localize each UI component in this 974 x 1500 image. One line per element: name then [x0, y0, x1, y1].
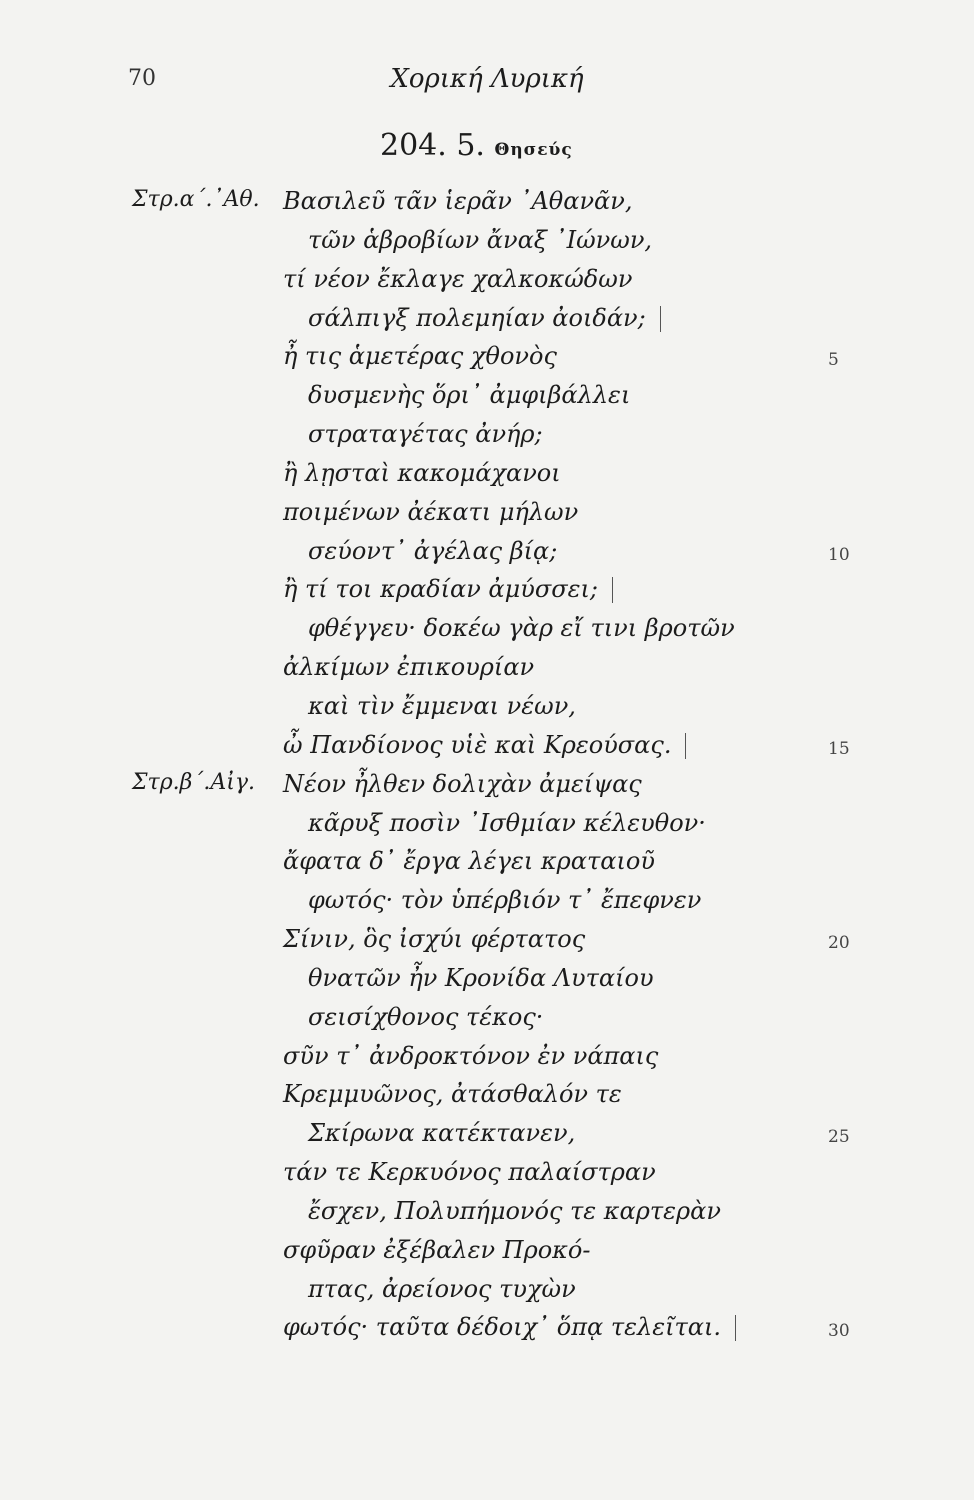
line-number: 30	[828, 1321, 850, 1342]
colon-divider	[660, 306, 661, 332]
verse-line	[0, 960, 974, 999]
verse-line	[0, 727, 974, 766]
verse-text: ἀλκίμων ἐπικουρίαν	[283, 653, 535, 682]
verse-line	[0, 688, 974, 727]
colon-divider	[735, 1315, 736, 1341]
verse-line	[0, 494, 974, 533]
verse-line	[0, 610, 974, 649]
verse-line	[0, 999, 974, 1038]
poem-name: Θησεύς	[494, 140, 573, 160]
verse-text: Νέον ἦλθεν δολιχὰν ἀμείψας	[283, 769, 642, 798]
verse-text: ἄφατα δ᾿ ἔργα λέγει κραταιοῦ	[283, 847, 655, 876]
line-number: 20	[828, 933, 850, 954]
verse-text: σῦν τ᾿ ἀνδροκτόνον ἐν νάπαις	[283, 1041, 659, 1070]
verse-line	[0, 533, 974, 572]
verse-line	[0, 377, 974, 416]
verse-line	[0, 1038, 974, 1077]
verse-line	[0, 338, 974, 377]
verse-line	[0, 455, 974, 494]
verse-line	[0, 261, 974, 300]
page-number: 70	[128, 66, 156, 91]
verse-line	[0, 766, 974, 805]
strophe-label: Στρ.α΄.᾿Αθ.	[132, 187, 260, 212]
verse-text: ποιμένων ἀέκατι μήλων	[283, 497, 579, 526]
verse-line	[0, 416, 974, 455]
verse-text: τί νέον ἔκλαγε χαλκοκώδων	[283, 264, 633, 293]
verse-line	[0, 183, 974, 222]
colon-divider	[685, 733, 686, 759]
verse-text: σφῦραν ἐξέβαλεν Προκό-	[283, 1235, 591, 1264]
verse-text: Κρεμμυῶνος, ἀτάσθαλόν τε	[283, 1080, 622, 1109]
verse-text: φωτός· ταῦτα δέδοιχ᾿ ὅπᾳ τελεῖται.	[283, 1313, 722, 1342]
verse-line	[0, 805, 974, 844]
verse-line	[0, 1232, 974, 1271]
strophe-label: Στρ.β΄.Αἰγ.	[132, 769, 256, 795]
verse-line	[0, 1154, 974, 1193]
verse-text: σάλπιγξ πολεμηίαν ἀοιδάν;	[308, 303, 646, 332]
line-number: 25	[828, 1127, 850, 1148]
verse-text: ἢ τί τοι κραδίαν ἀμύσσει;	[283, 575, 598, 604]
verse-text: θνατῶν ἦν Κρονίδα Λυταίου	[308, 963, 654, 992]
verse-text: σεισίχθονος τέκος·	[308, 1002, 544, 1031]
verse-line	[0, 921, 974, 960]
verse-line	[0, 843, 974, 882]
verse-text: ὦ Πανδίονος υἱὲ καὶ Κρεούσας.	[283, 730, 672, 759]
verse-text: σεύοντ᾿ ἀγέλας βίᾳ;	[308, 536, 558, 565]
verse-text: τῶν ἁβροβίων ἄναξ ᾿Ιώνων,	[308, 225, 653, 254]
verse-text: φωτός· τὸν ὑπέρβιόν τ᾿ ἔπεφνεν	[308, 886, 702, 915]
line-number: 15	[828, 738, 850, 759]
verse-text: ἦ τις ἁμετέρας χθονὸς	[283, 342, 557, 371]
verse-line	[0, 571, 974, 610]
verse-text: ἢ λῃσταὶ κακομάχανοι	[283, 458, 561, 487]
colon-divider	[612, 577, 613, 603]
verse-line	[0, 1271, 974, 1310]
verse-text: καὶ τὶν ἔμμεναι νέων,	[308, 691, 576, 720]
verse-text: φθέγγευ· δοκέω γὰρ εἴ τινι βροτῶν	[308, 614, 735, 643]
verse-line	[0, 1076, 974, 1115]
verse-text: Σίνιν, ὃς ἰσχύι φέρτατος	[283, 925, 586, 954]
verse-line	[0, 1115, 974, 1154]
poem-body	[0, 183, 974, 1348]
verse-text: στραταγέτας ἀνήρ;	[308, 420, 543, 449]
running-title: Χορική Λυρική	[390, 64, 584, 94]
verse-text: Βασιλεῦ τᾶν ἱερᾶν ᾿Αθανᾶν,	[283, 187, 633, 215]
line-number: 10	[828, 544, 850, 565]
verse-text: τάν τε Κερκυόνος παλαίστραν	[283, 1158, 656, 1187]
poem-number: 204. 5.	[380, 128, 485, 163]
verse-text: κᾶρυξ ποσὶν ᾿Ισθμίαν κέλευθον·	[308, 808, 706, 837]
verse-line	[0, 649, 974, 688]
verse-line	[0, 882, 974, 921]
verse-line	[0, 300, 974, 339]
verse-line	[0, 1309, 974, 1348]
verse-text: ἔσχεν, Πολυπήμονός τε καρτερὰν	[308, 1196, 721, 1225]
verse-text: Σκίρωνα κατέκτανεν,	[308, 1119, 576, 1148]
line-number: 5	[828, 350, 839, 371]
poem-heading	[380, 128, 573, 163]
verse-line	[0, 222, 974, 261]
verse-line	[0, 1193, 974, 1232]
verse-text: δυσμενὴς ὅρι᾿ ἀμφιβάλλει	[308, 381, 631, 410]
verse-text: πτας, ἀρείονος τυχὼν	[308, 1274, 576, 1303]
